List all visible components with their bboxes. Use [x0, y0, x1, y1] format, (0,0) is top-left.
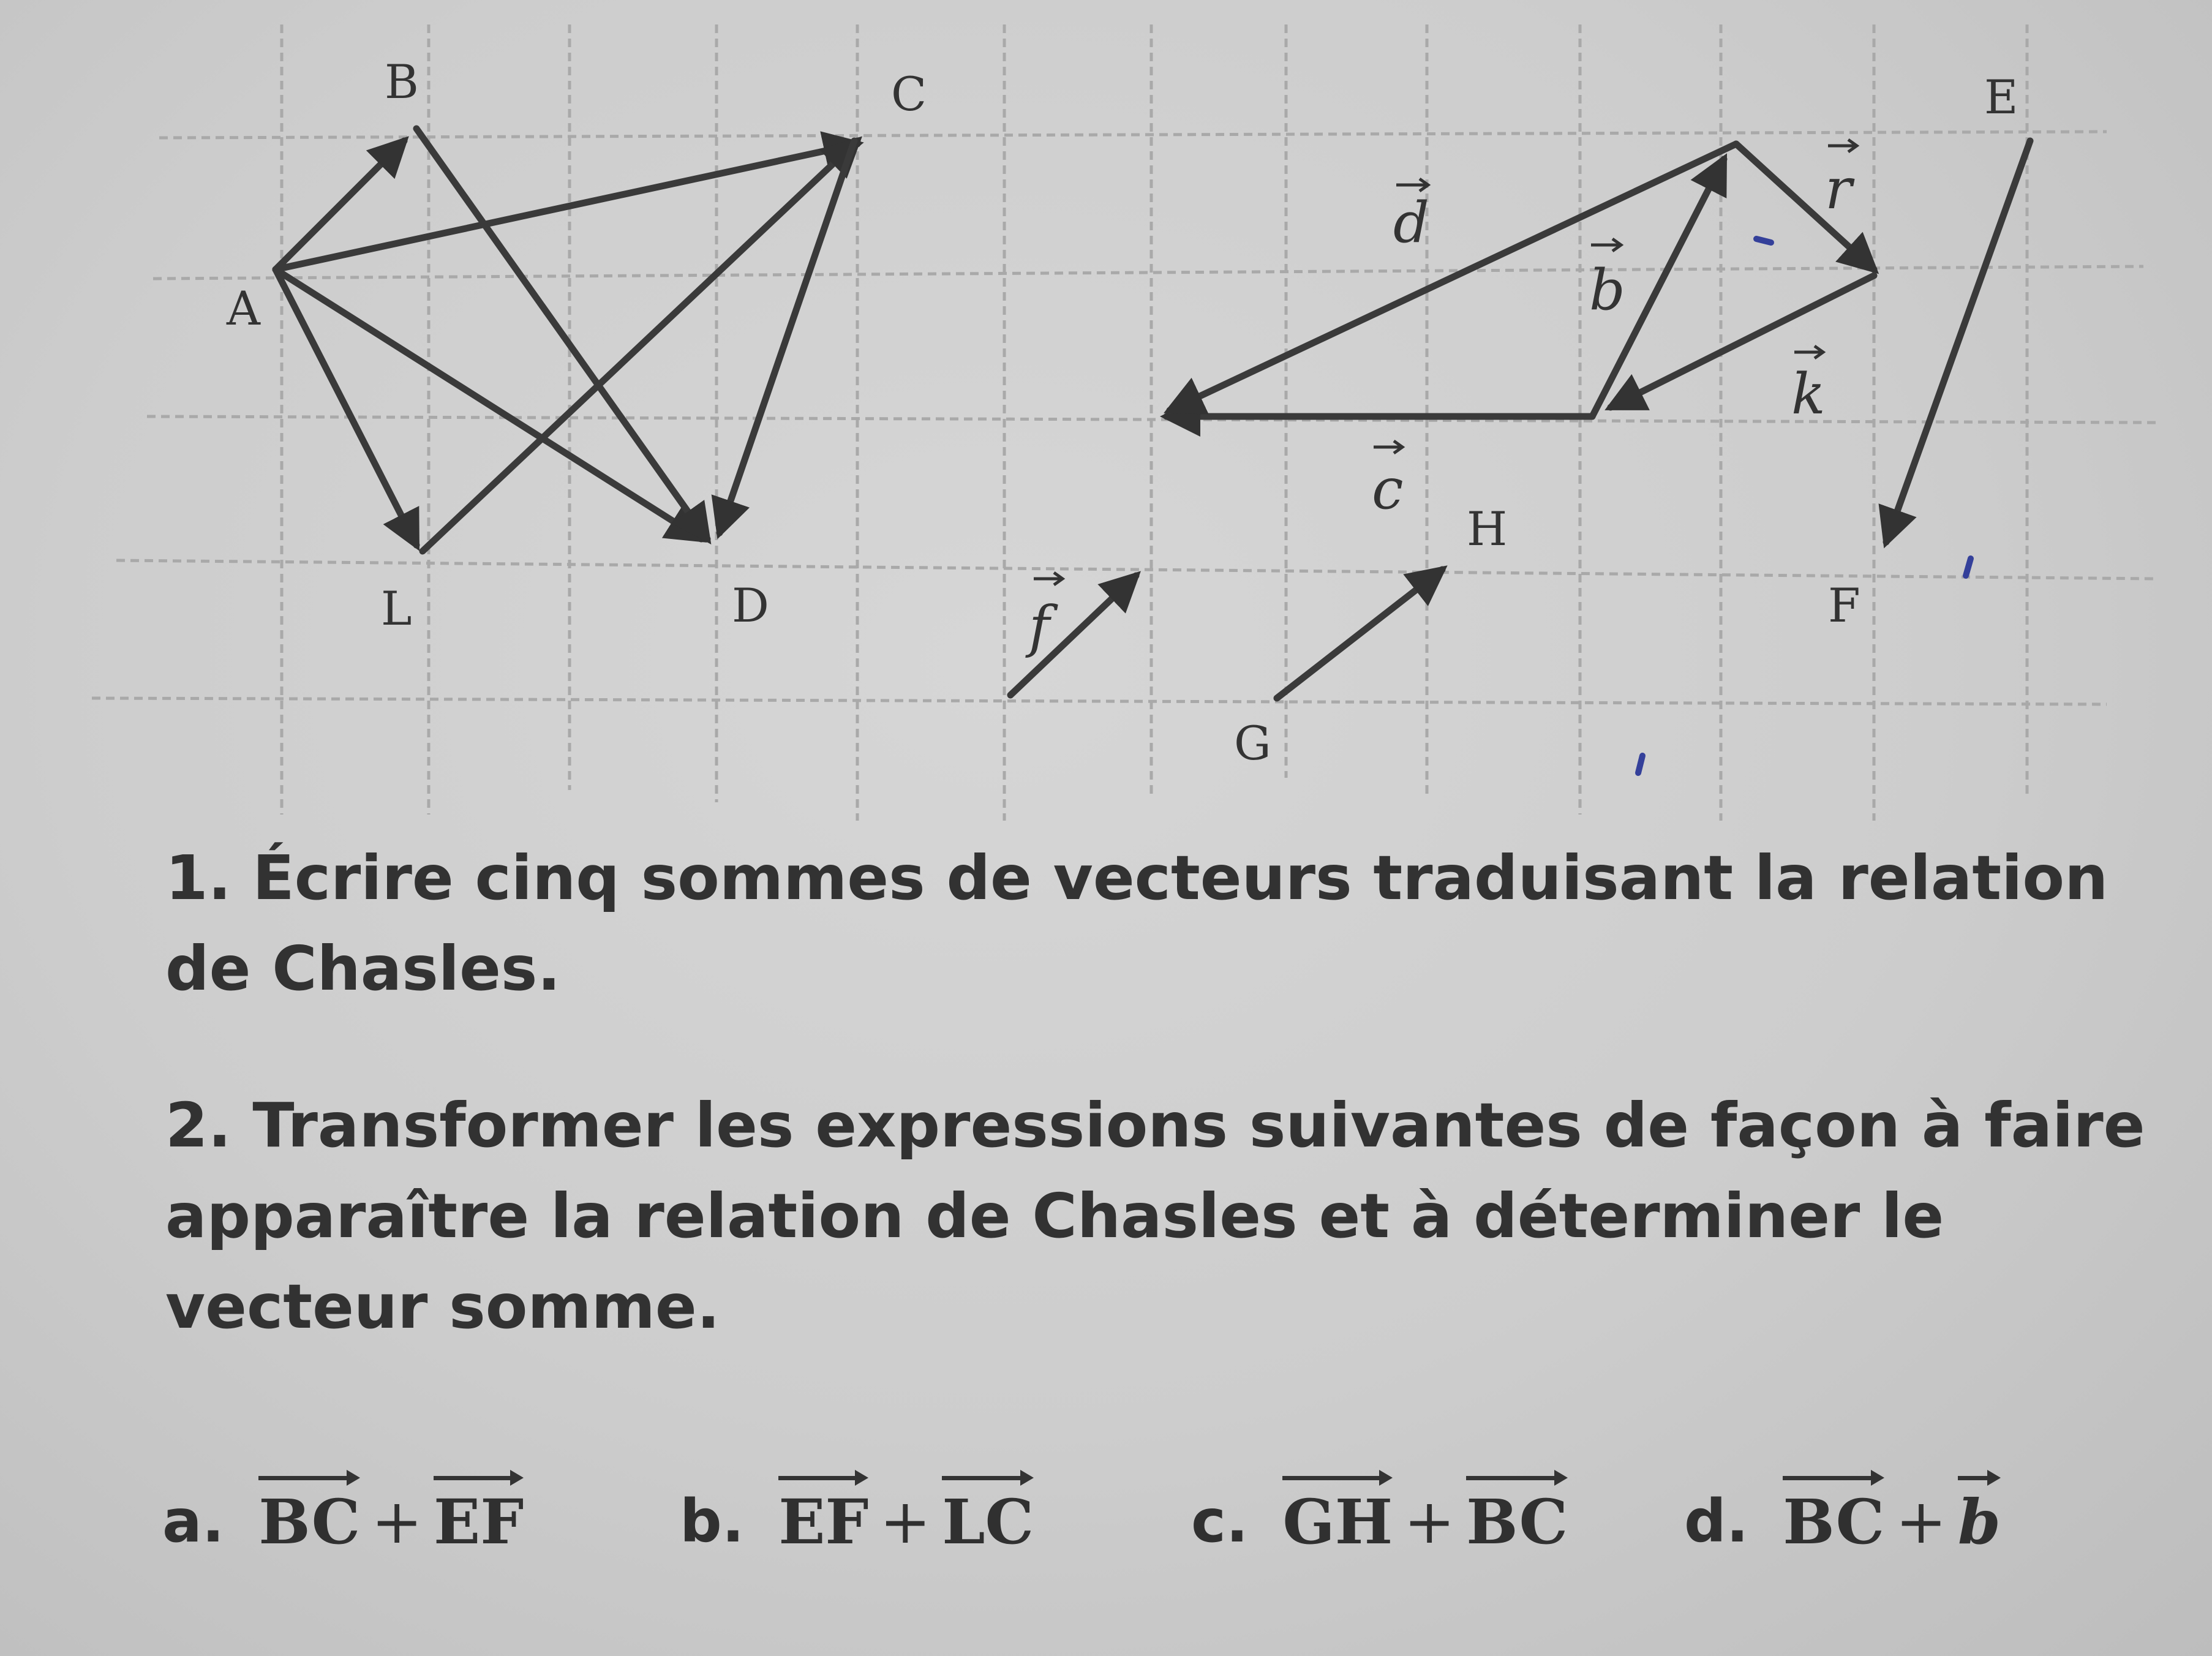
vector-label-c: c [1372, 456, 1404, 522]
point-label-c: C [891, 67, 927, 121]
vector-term: b [1958, 1466, 2001, 1556]
vector-k [1611, 276, 1874, 407]
vector-term: EF [778, 1466, 868, 1556]
expression-item [162, 1451, 524, 1556]
vector-label-f: f [1029, 594, 1050, 660]
vector-a-to-b [276, 141, 404, 269]
vector-label-d: d [1393, 190, 1429, 255]
point-label-e: E [1984, 70, 2018, 124]
item-letter: b. [680, 1487, 745, 1556]
left-figure-labels [226, 55, 927, 636]
vector-label-f-arrow [1034, 573, 1063, 585]
vector-term: GH [1282, 1466, 1393, 1556]
vector-label-k-arrow [1794, 346, 1823, 358]
vector-e-to-f [1886, 141, 2030, 542]
expression-item [680, 1451, 1034, 1556]
point-label-l: L [381, 581, 412, 636]
exercise-text [165, 833, 2162, 1352]
vector-c-to-d [720, 141, 854, 533]
vector-a-to-d [276, 269, 701, 539]
point-label-h: H [1467, 502, 1508, 556]
vector-term: BC [258, 1466, 360, 1556]
vector-l-to-c [423, 141, 857, 551]
blue-pen-mark [1756, 239, 1771, 243]
plus-sign: + [1404, 1486, 1456, 1557]
point-label-a: A [227, 281, 260, 336]
vector-label-b-arrow [1591, 239, 1621, 251]
vector-term: BC [1466, 1466, 1568, 1556]
question-2: 2. Transformer les expressions suivantes de façon à faire apparaître la relation de Chasles et à déterminer le vecteur somme. [165, 1090, 2145, 1342]
vector-term: EF [434, 1466, 524, 1556]
plus-sign: + [1895, 1486, 1947, 1557]
vector-d-diag [1170, 144, 1736, 410]
point-label-f: F [1828, 578, 1860, 633]
item-letter: d. [1684, 1487, 1749, 1556]
vector-label-r-arrow [1828, 140, 1857, 152]
blue-pen-mark [1638, 756, 1642, 773]
blue-pen-mark [1966, 559, 1971, 576]
item-letter: a. [162, 1487, 225, 1556]
question-1: 1. Écrire cinq sommes de vecteurs traduisant la relation de Chasles. [165, 842, 2109, 1004]
expression-item [1684, 1451, 2001, 1556]
vector-g-to-h [1277, 570, 1442, 698]
plus-sign: + [371, 1486, 423, 1557]
expression-item [1191, 1451, 1568, 1556]
item-letter: c. [1191, 1487, 1249, 1556]
vector-label-k: k [1791, 361, 1826, 427]
vector-term: LC [942, 1466, 1034, 1556]
pen-marks [1638, 239, 1971, 773]
vector-r [1736, 144, 1874, 269]
vector-a-to-c [276, 144, 857, 269]
left-figure-vectors [276, 129, 857, 551]
point-label-g: G [1234, 716, 1271, 770]
vector-label-r: r [1825, 156, 1852, 222]
plus-sign: + [879, 1486, 931, 1557]
vector-term: BC [1783, 1466, 1884, 1556]
vector-b-to-d [416, 129, 707, 539]
point-label-d: D [732, 578, 769, 633]
expression-list [0, 1451, 2212, 1574]
vector-label-b: b [1589, 257, 1625, 323]
vector-label-d-arrow [1396, 179, 1428, 191]
vector-label-c-arrow [1374, 441, 1402, 453]
point-label-b: B [385, 55, 419, 109]
